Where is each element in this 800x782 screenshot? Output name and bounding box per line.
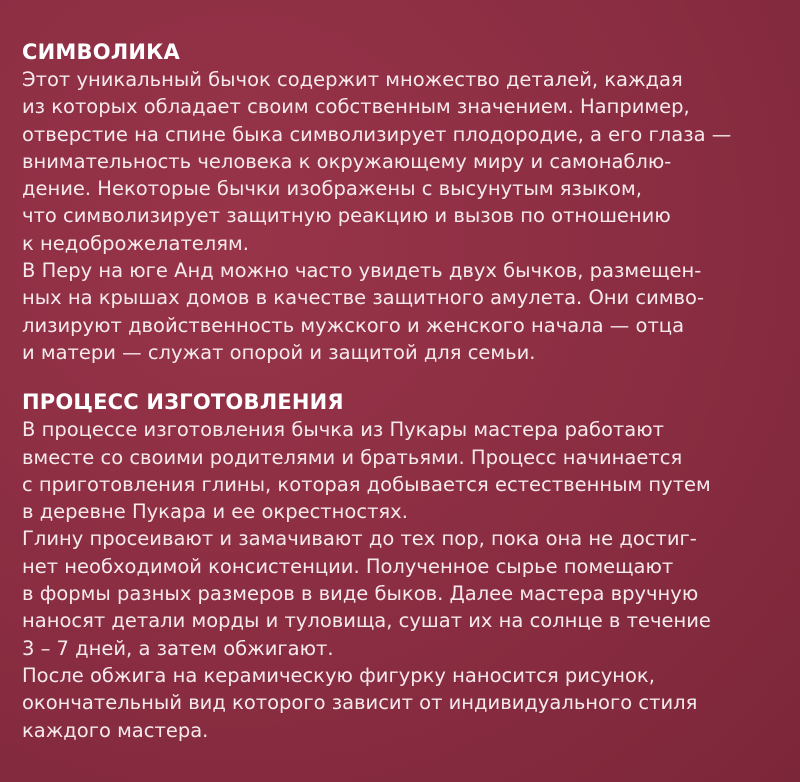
text-line: из которых обладает своим собственным значением. Например, <box>22 95 690 119</box>
text-line: ных на крышах домов в качестве защитного амулета. Они симво- <box>22 286 704 310</box>
text-line: нет необходимой консистенции. Полученное сырье помещают <box>22 554 674 578</box>
text-line: 3 – 7 дней, а затем обжигают. <box>22 636 334 660</box>
section-spacer <box>22 366 782 388</box>
text-line: что символизирует защитную реакцию и вызов по отношению <box>22 204 671 228</box>
text-line: с приготовления глины, которая добывается естественным путем <box>22 472 711 496</box>
text-line: Глину просеивают и замачивают до тех пор, пока она не достиг- <box>22 527 697 551</box>
text-line: вместе со своими родителями и братьями. Процесс начинается <box>22 445 683 469</box>
text-line: дение. Некоторые бычки изображены с высунутым языком, <box>22 177 642 201</box>
text-line: внимательность человека к окружающему миру и самонаблю- <box>22 149 672 173</box>
text-line: к недоброжелателям. <box>22 231 249 255</box>
section-title-symbolism: СИМВОЛИКА <box>22 40 180 64</box>
paragraph <box>22 416 782 525</box>
text-line: После обжига на керамическую фигурку наносится рисунок, <box>22 663 655 687</box>
text-line: отверстие на спине быка символизирует плодородие, а его глаза — <box>22 122 732 146</box>
text-line: и матери — служат опорой и защитой для семьи. <box>22 340 536 364</box>
paragraph <box>22 662 782 744</box>
text-line: наносят детали морды и туловища, сушат их на солнце в течение <box>22 609 711 633</box>
section-title-manufacturing: ПРОЦЕСС ИЗГОТОВЛЕНИЯ <box>22 390 344 415</box>
text-line: в деревне Пукара и ее окрестностях. <box>22 500 408 524</box>
text-line: каждого мастера. <box>22 718 209 742</box>
info-panel <box>22 38 782 744</box>
paragraph <box>22 525 782 661</box>
paragraph <box>22 257 782 366</box>
paragraph <box>22 66 782 257</box>
text-line: В Перу на юге Анд можно часто увидеть двух бычков, размещен- <box>22 259 702 283</box>
text-line: лизируют двойственность мужского и женского начала — отца <box>22 313 685 337</box>
text-line: окончательный вид которого зависит от индивидуального стиля <box>22 691 698 715</box>
text-line: в формы разных размеров в виде быков. Далее мастера вручную <box>22 582 699 606</box>
text-line: В процессе изготовления бычка из Пукары мастера работают <box>22 418 664 442</box>
text-line: Этот уникальный бычок содержит множество деталей, каждая <box>22 68 683 91</box>
